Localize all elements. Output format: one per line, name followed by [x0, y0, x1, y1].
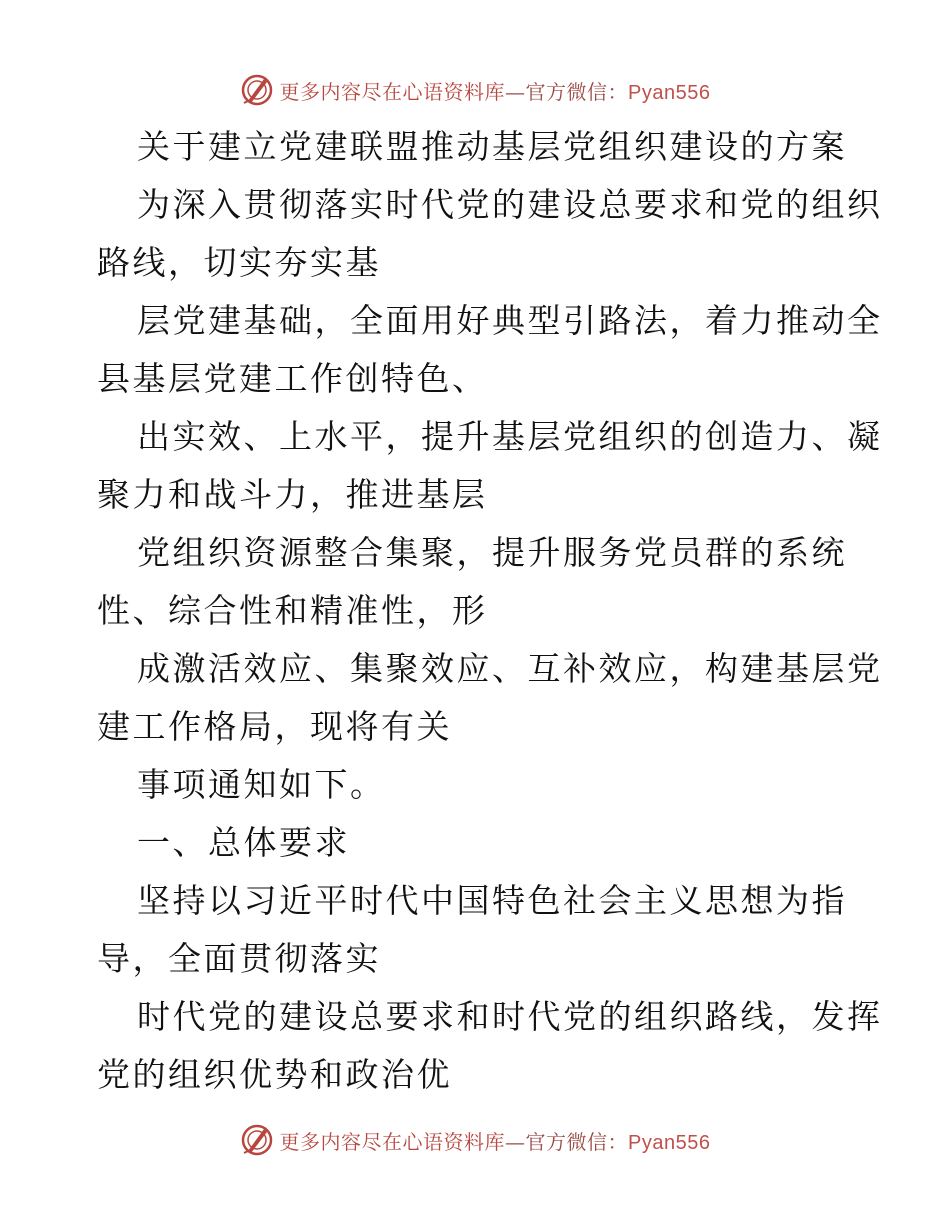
- paragraph-line: 坚持以习近平时代中国特色社会主义思想为指: [137, 881, 847, 920]
- quill-pen-logo-icon: [240, 73, 274, 107]
- section-heading: 一、总体要求: [137, 823, 350, 862]
- paragraph-line: 路线，切实夯实基: [97, 243, 381, 282]
- document-title: 关于建立党建联盟推动基层党组织建设的方案: [137, 127, 847, 166]
- paragraph-line: 性、综合性和精准性，形: [97, 591, 488, 630]
- footer-wechat-id: Pyan556: [628, 1131, 711, 1154]
- footer-watermark-title: 更多内容尽在心语资料库: [279, 1129, 506, 1154]
- header-wechat-id: Pyan556: [628, 81, 711, 104]
- footer-watermark-text: [280, 1126, 711, 1155]
- paragraph-line: 建工作格局，现将有关: [97, 707, 452, 746]
- paragraph-line: 事项通知如下。: [137, 765, 386, 804]
- paragraph-line: 出实效、上水平，提升基层党组织的创造力、凝: [137, 417, 883, 456]
- paragraph-line: 导，全面贯彻落实: [97, 939, 381, 978]
- header-watermark-text: [280, 76, 711, 105]
- header-wechat-label: 官方微信：: [525, 79, 629, 104]
- header-watermark-banner: [0, 70, 950, 110]
- paragraph-line: 层党建基础，全面用好典型引路法，着力推动全: [137, 301, 883, 340]
- header-separator: —: [505, 79, 526, 104]
- footer-separator: —: [505, 1129, 526, 1154]
- paragraph-line: 时代党的建设总要求和时代党的组织路线，发挥: [137, 997, 883, 1036]
- paragraph-line: 党的组织优势和政治优: [97, 1055, 452, 1094]
- paragraph-line: 党组织资源整合集聚，提升服务党员群的系统: [137, 533, 847, 572]
- paragraph-line: 成激活效应、集聚效应、互补效应，构建基层党: [137, 649, 883, 688]
- quill-pen-logo-icon: [240, 1123, 274, 1157]
- paragraph-line: 县基层党建工作创特色、: [97, 359, 488, 398]
- header-watermark-title: 更多内容尽在心语资料库: [279, 79, 506, 104]
- footer-wechat-label: 官方微信：: [525, 1129, 629, 1154]
- footer-watermark-banner: [0, 1120, 950, 1160]
- paragraph-line: 为深入贯彻落实时代党的建设总要求和党的组织: [137, 185, 883, 224]
- document-body: [97, 118, 883, 1104]
- paragraph-line: 聚力和战斗力，推进基层: [97, 475, 488, 514]
